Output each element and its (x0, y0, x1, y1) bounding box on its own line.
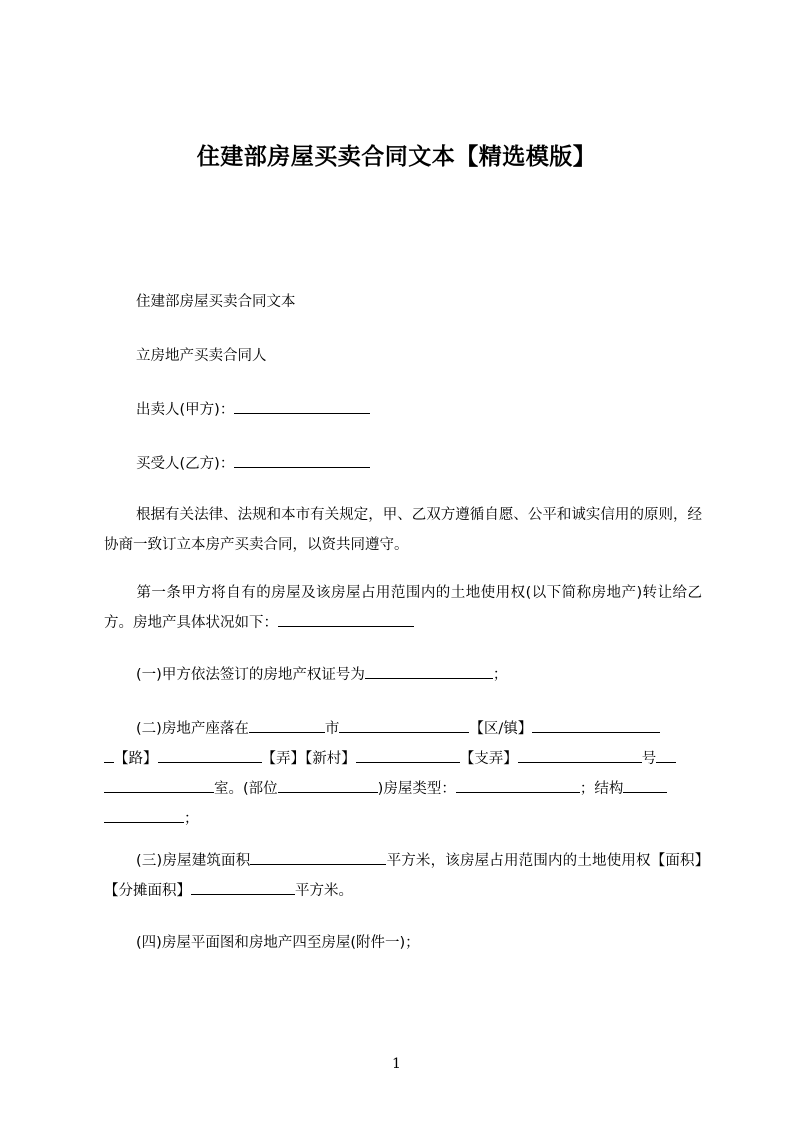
land-area-unit: 平方米。 (295, 883, 353, 899)
room-blank[interactable] (104, 778, 214, 793)
clause-three-paragraph (104, 846, 702, 906)
preamble-paragraph (104, 500, 702, 560)
clause-four-text: (四)房屋平面图和房地产四至房屋(附件一)； (136, 935, 420, 951)
lane-label: 【弄】【新村】 (261, 751, 356, 767)
city-label: 市 (324, 721, 340, 737)
branch-lane-label: 【支弄】 (459, 751, 518, 767)
preamble-text: 根据有关法律、法规和本市有关规定，甲、乙双方遵循自愿、公平和诚实信用的原则，经协商一致订立本房产买卖合同，以资共同遵守。 (104, 507, 702, 553)
number-blank[interactable] (518, 748, 642, 763)
parties-heading: 立房地产买卖合同人 (136, 348, 267, 364)
seller-blank[interactable] (234, 399, 370, 414)
district-label: 【区/镇】 (469, 721, 533, 737)
section-heading: 住建部房屋买卖合同文本 (136, 294, 296, 310)
buyer-blank[interactable] (234, 453, 370, 468)
city-blank[interactable] (249, 718, 325, 733)
article-one-text: 第一条甲方将自有的房屋及该房屋占用范围内的土地使用权(以下简称房地产)转让给乙方。房地产具体状况如下： (104, 585, 702, 631)
buyer-line (136, 452, 734, 473)
building-area-blank[interactable] (250, 850, 386, 865)
road-blank[interactable] (158, 748, 262, 763)
part-blank[interactable] (278, 778, 378, 793)
structure-blank[interactable] (623, 778, 667, 793)
certificate-number-blank[interactable] (365, 664, 493, 679)
road-label: 【路】 (114, 751, 158, 767)
clause-four-paragraph (104, 928, 702, 958)
road-prefix-blank[interactable] (104, 748, 114, 763)
part-label: 室。(部位 (214, 781, 278, 797)
location-label: (二)房地产座落在 (136, 721, 249, 737)
structure-label: ；结构 (579, 781, 624, 797)
district-value-blank[interactable] (532, 718, 660, 733)
clause-two-end: ； (184, 811, 199, 827)
seller-line (136, 398, 734, 419)
area-label: (三)房屋建筑面积 (136, 853, 251, 869)
lane-blank[interactable] (356, 748, 460, 763)
clause-one-end: ； (492, 667, 508, 683)
house-type-label: )房屋类型： (377, 781, 456, 797)
clause-one-paragraph (104, 660, 702, 690)
clause-two-paragraph (104, 714, 702, 834)
property-status-blank[interactable] (278, 612, 414, 627)
page-number: 1 (392, 1056, 401, 1072)
document-title: 住建部房屋买卖合同文本【精选模版】 (196, 144, 597, 170)
structure-cont-blank[interactable] (104, 808, 184, 823)
number-label: 号 (641, 751, 657, 767)
clause-one-text: (一)甲方依法签订的房地产权证号为 (136, 667, 365, 683)
district-blank[interactable] (339, 718, 469, 733)
buyer-label: 买受人(乙方)： (136, 456, 235, 472)
article-one-paragraph (104, 578, 702, 638)
land-area-blank[interactable] (191, 880, 295, 895)
land-area-label: 平方米，该房屋占用范围内的土地使用权【面积】【分摊面积】 (104, 853, 702, 899)
number-tail-blank[interactable] (656, 748, 676, 763)
house-type-blank[interactable] (456, 778, 580, 793)
seller-label: 出卖人(甲方)： (136, 402, 235, 418)
